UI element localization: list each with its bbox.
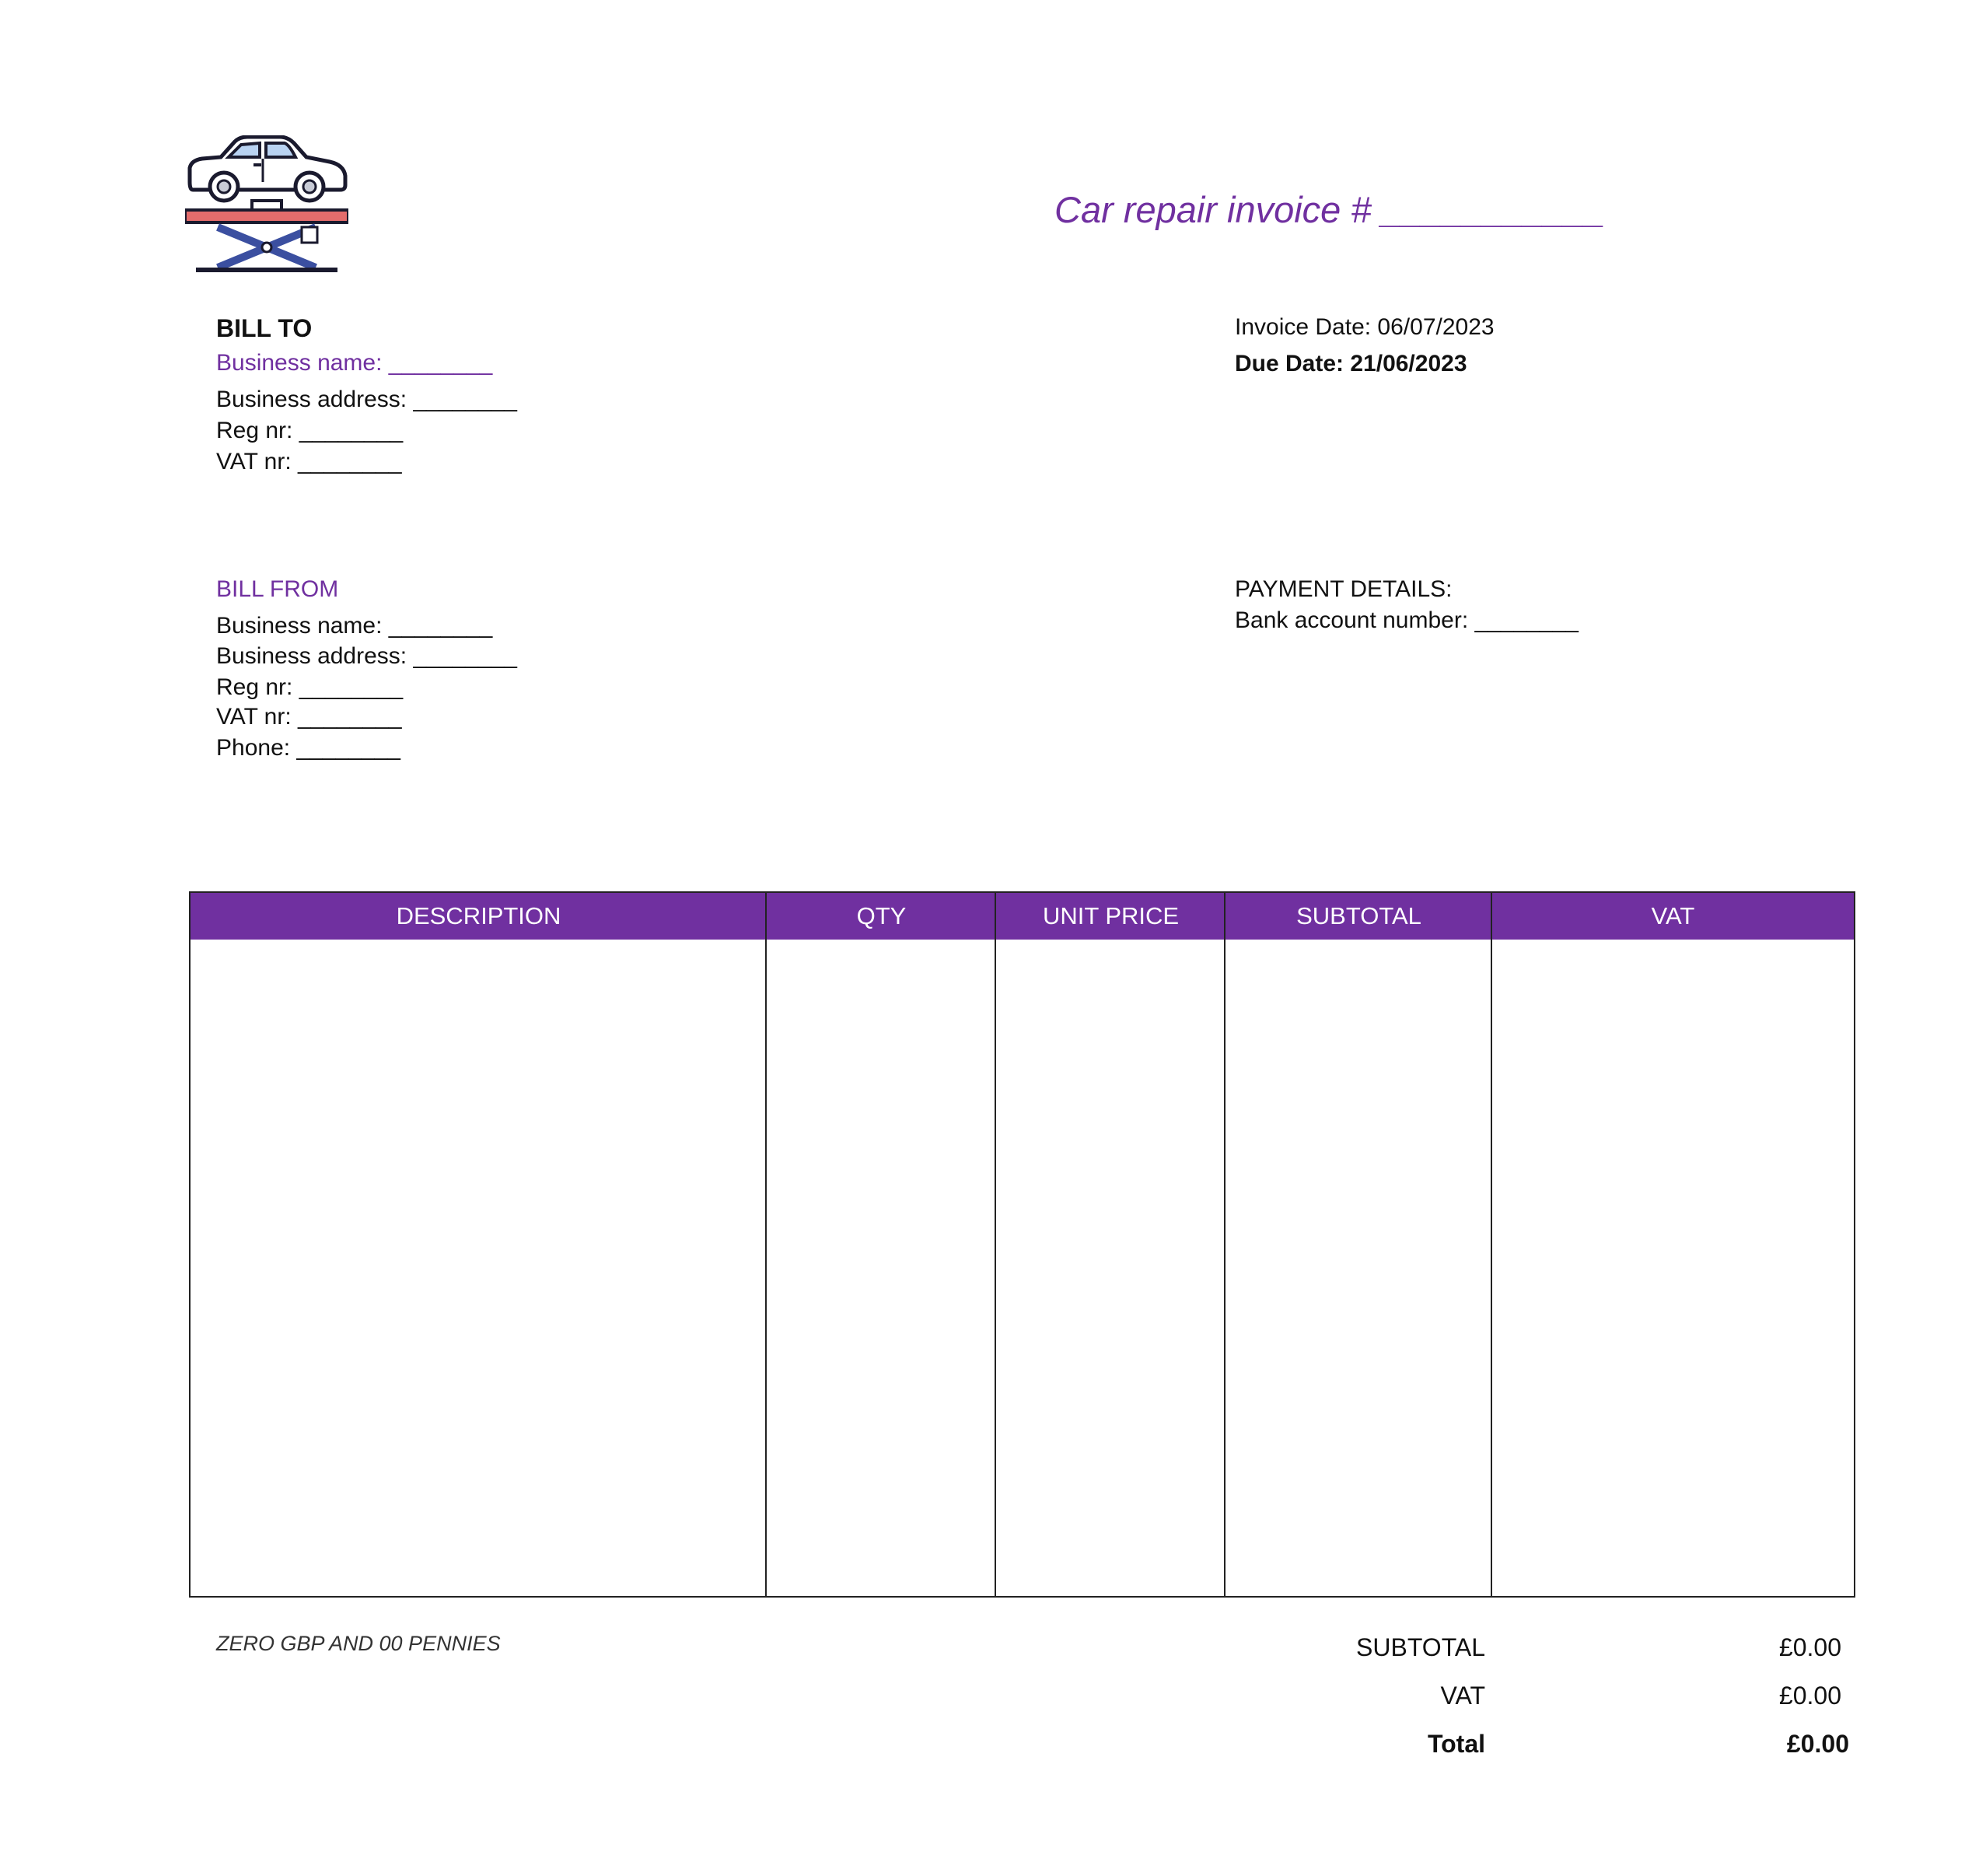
vat-label: VAT	[1440, 1682, 1485, 1710]
bill-from-heading: BILL FROM	[216, 576, 339, 602]
bill-to-business-name: Business name: ________	[216, 350, 493, 376]
bill-from-phone: Phone: ________	[216, 735, 400, 761]
bill-to-heading: BILL TO	[216, 314, 313, 342]
bill-from-vat-nr: VAT nr: ________	[216, 704, 402, 730]
bill-to-business-address: Business address: ________	[216, 387, 517, 412]
bank-account-number: Bank account number: ________	[1235, 607, 1579, 633]
invoice-title: Car repair invoice # ___________	[1054, 189, 1606, 230]
bill-from-business-name: Business name: ________	[216, 613, 493, 639]
bill-to-vat-nr: VAT nr: ________	[216, 449, 402, 474]
invoice-date: Invoice Date: 06/07/2023	[1235, 314, 1495, 340]
due-date: Due Date: 21/06/2023	[1235, 351, 1467, 376]
column-divider	[1491, 893, 1492, 1596]
vat-value: £0.00	[1778, 1682, 1841, 1710]
column-header-qty: QTY	[856, 902, 907, 929]
column-header-subtotal: SUBTOTAL	[1296, 902, 1421, 929]
table-header	[191, 893, 1854, 940]
subtotal-value: £0.00	[1778, 1633, 1841, 1661]
total-value: £0.00	[1786, 1730, 1849, 1758]
bill-from-reg-nr: Reg nr: ________	[216, 674, 404, 700]
amount-in-words: ZERO GBP AND 00 PENNIES	[216, 1632, 501, 1655]
column-header-unit-price: UNIT PRICE	[1042, 902, 1180, 929]
column-header-description: DESCRIPTION	[396, 902, 561, 929]
column-divider	[995, 893, 996, 1596]
subtotal-label: SUBTOTAL	[1356, 1633, 1485, 1661]
bill-to-reg-nr: Reg nr: ________	[216, 418, 404, 443]
items-table	[189, 891, 1855, 1598]
column-header-vat: VAT	[1651, 902, 1695, 929]
bill-from-business-address: Business address: ________	[216, 643, 517, 669]
car-lift-icon	[185, 135, 348, 274]
total-label: Total	[1427, 1730, 1485, 1758]
payment-details-heading: PAYMENT DETAILS:	[1235, 576, 1453, 602]
column-divider	[765, 893, 767, 1596]
column-divider	[1224, 893, 1226, 1596]
